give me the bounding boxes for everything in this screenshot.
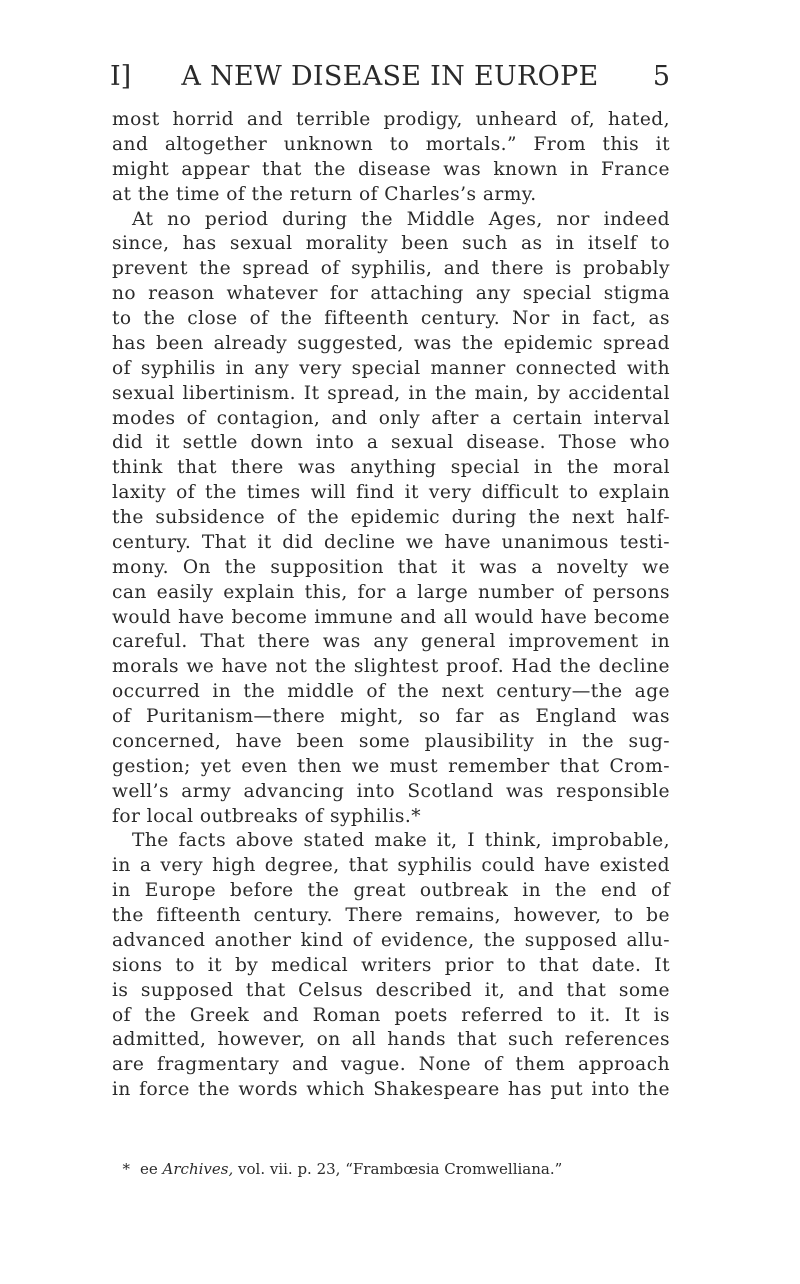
text-line: no reason whatever for attaching any special stigma [112,283,670,305]
text-line: of Puritanism—there might, so far as England was [112,706,670,727]
footnote-source-title: Archives, [162,1160,234,1178]
text-line: At no period during the Middle Ages, nor indeed [132,208,670,230]
text-line: think that there was anything special in the moral [112,457,670,479]
text-line: since, has sexual morality been such as in itself to [112,233,670,255]
text-line: sexual libertinism. It spread, in the main, by accidental [112,382,670,404]
text-line: careful. That there was any general improvement in [112,631,670,653]
footnote-prefix: ee [140,1160,158,1178]
text-line: of the Greek and Roman poets referred to it. It is [112,1004,670,1026]
text-line: well’s army advancing into Scotland was responsible [112,780,670,802]
text-line: and altogether unknown to mortals.” From this it [112,133,670,155]
text-line: in a very high degree, that syphilis could have existed [112,855,670,877]
page-number: 5 [652,61,670,92]
text-line: morals we have not the slightest proof. Had the decline [112,656,670,678]
text-line: admitted, however, on all hands that such references [112,1029,670,1051]
text-line: the subsidence of the epidemic during the next half- [112,507,670,528]
text-line: most horrid and terrible prodigy, unheard of, hated, [112,109,670,130]
text-line: for local outbreaks of syphilis.* [112,805,421,827]
text-line: occurred in the middle of the next century—the age [112,681,670,703]
text-line: modes of contagion, and only after a certain interval [112,407,670,429]
text-line: mony. On the supposition that it was a novelty we [112,556,670,578]
text-line: can easily explain this, for a large number of persons [112,581,670,603]
text-line: has been already suggested, was the epidemic spread [112,332,670,354]
text-line: The facts above stated make it, I think, improbable, [132,830,670,852]
text-line: at the time of the return of Charles’s army. [112,183,537,205]
page-header [110,61,670,101]
body-text [112,108,670,1103]
text-line: gestion; yet even then we must remember that Crom- [112,755,670,777]
text-line: are fragmentary and vague. None of them approach [112,1054,670,1076]
text-line: concerned, have been some plausibility in the sug- [112,730,670,752]
footnote-mark: * [122,1160,130,1178]
footnote-citation: vol. vii. p. 23, “Frambœsia Cromwelliana.” [238,1160,563,1178]
text-line: in force the words which Shakespeare has put into the [112,1079,670,1101]
text-line: century. That it did decline we have unanimous testi- [112,531,670,553]
chapter-number: I] [110,61,132,92]
text-line: in Europe before the great outbreak in the end of [112,880,670,902]
text-line: would have become immune and all would have become [112,606,670,628]
text-line: is supposed that Celsus described it, and that some [112,979,670,1001]
text-line: might appear that the disease was known in France [112,158,670,180]
text-line: sions to it by medical writers prior to that date. It [112,954,670,976]
text-line: advanced another kind of evidence, the supposed allu- [112,929,670,951]
running-title: A NEW DISEASE IN EUROPE [181,61,599,92]
text-line: to the close of the fifteenth century. Nor in fact, as [112,308,670,329]
text-line: the fifteenth century. There remains, however, to be [112,905,670,926]
text-line: prevent the spread of syphilis, and there is probably [112,258,670,280]
text-line: laxity of the times will find it very difficult to explain [112,482,670,504]
text-line: did it settle down into a sexual disease. Those who [112,432,670,454]
text-line: of syphilis in any very special manner connected with [112,357,670,379]
footnote [112,1159,670,1179]
